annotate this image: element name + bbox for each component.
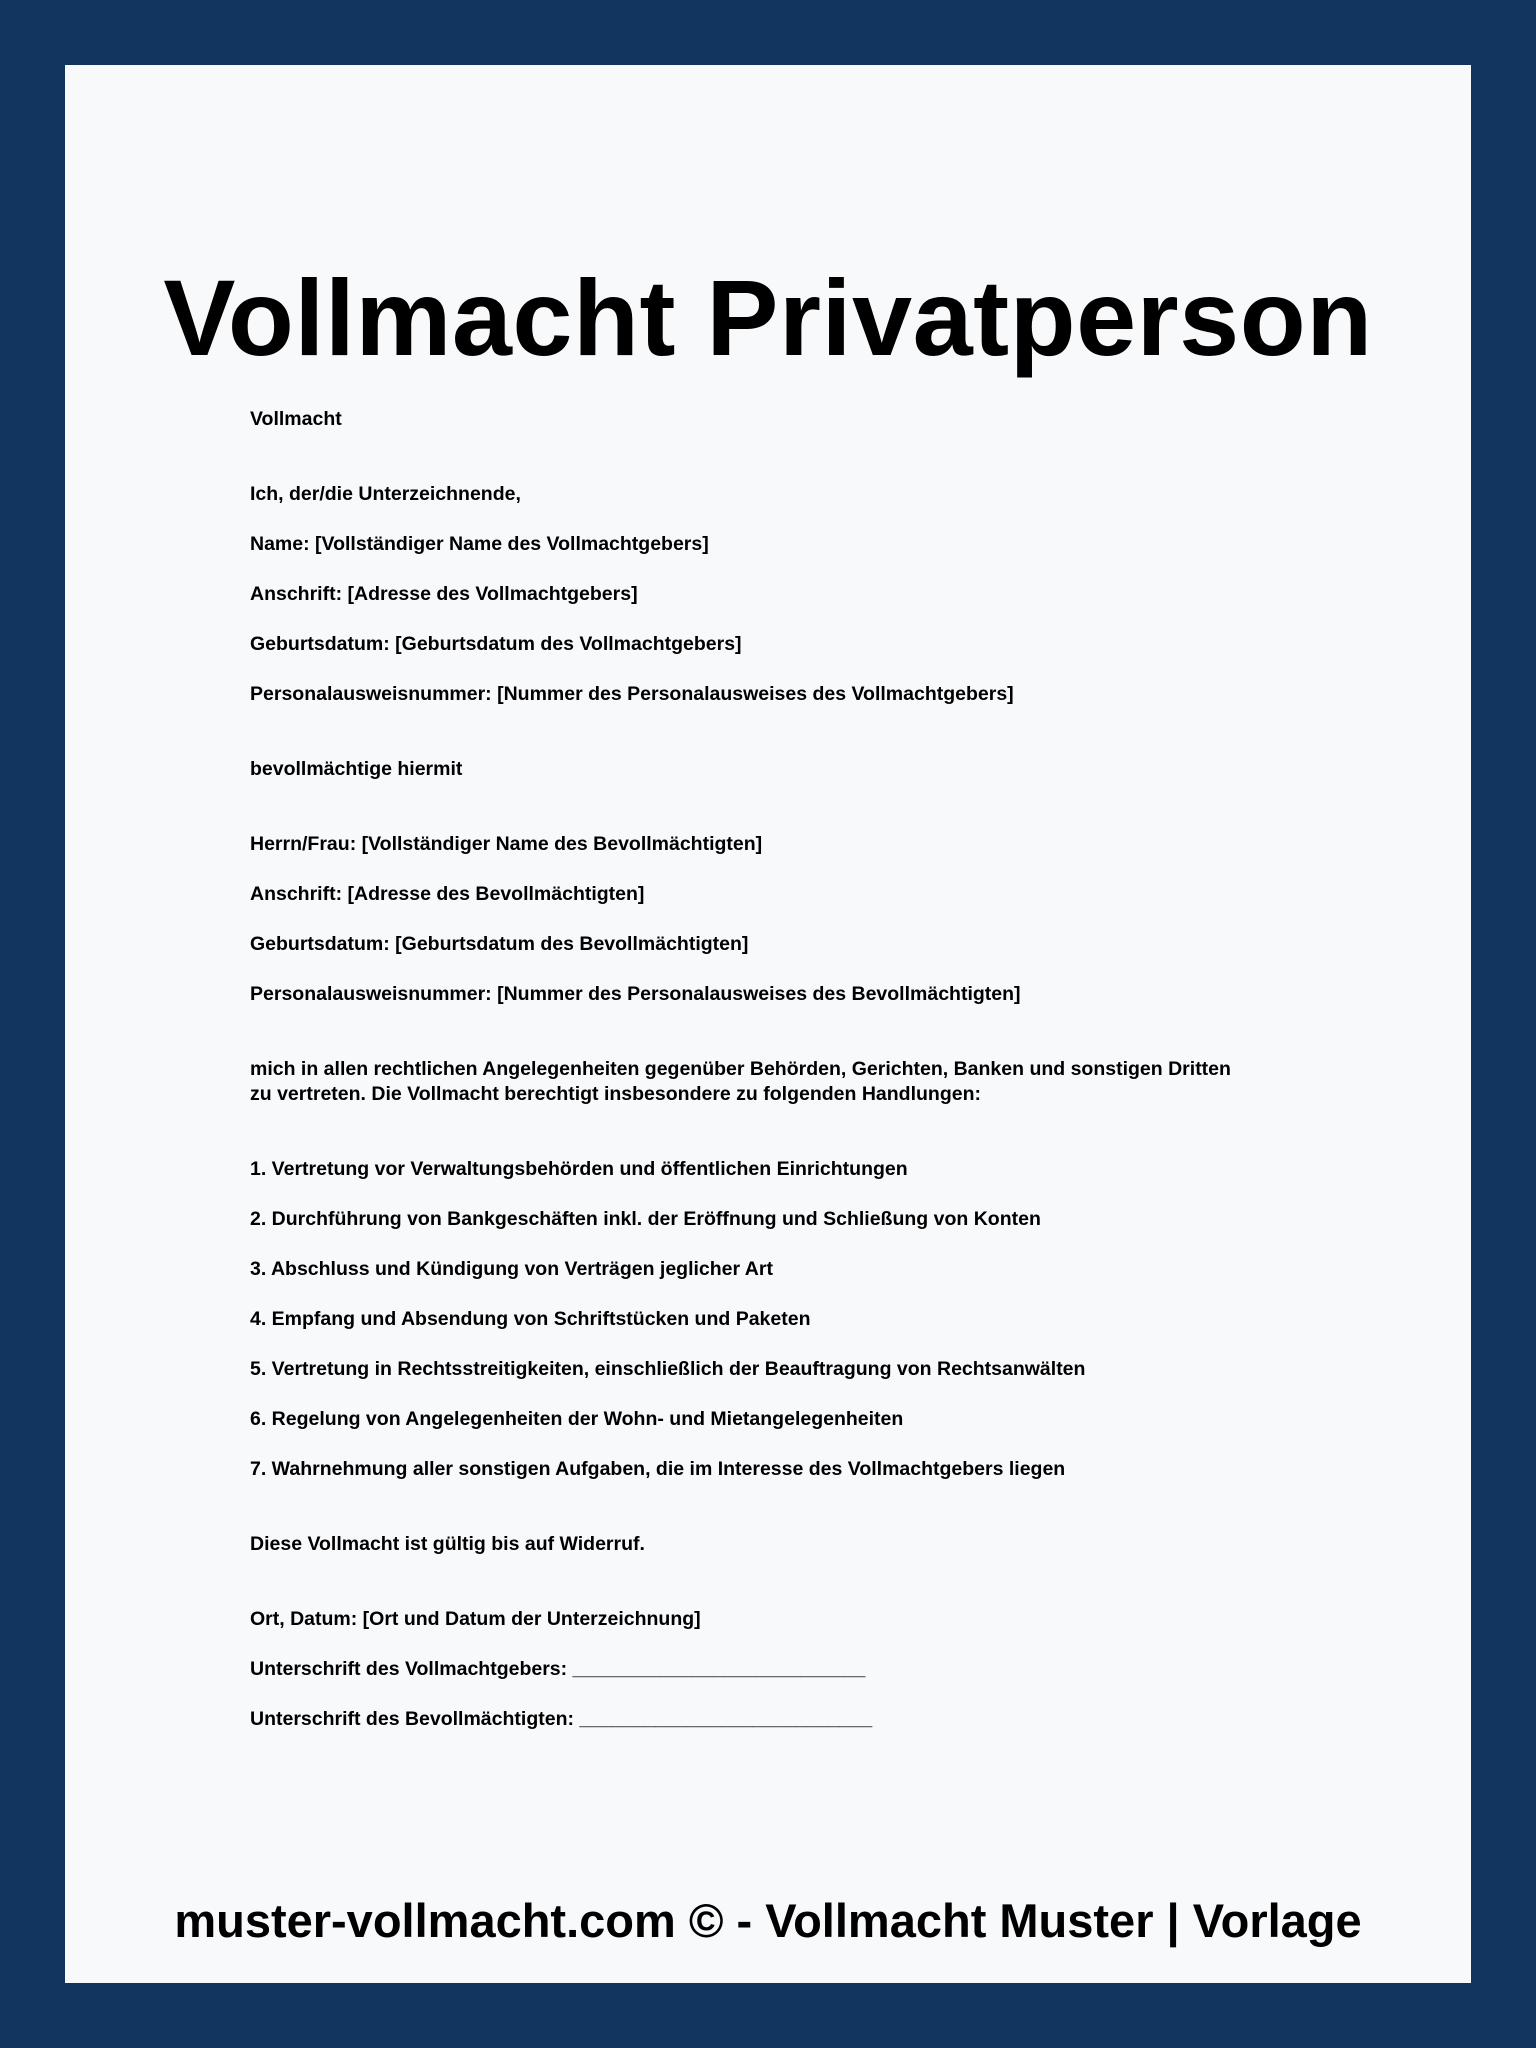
letter-heading: Vollmacht bbox=[250, 408, 342, 430]
action-item: 4. Empfang und Absendung von Schriftstücken und Paketen bbox=[250, 1308, 811, 1330]
scope-line-2: zu vertreten. Die Vollmacht berechtigt insbesondere zu folgenden Handlungen: bbox=[250, 1083, 981, 1105]
action-item: 7. Wahrnehmung aller sonstigen Aufgaben, die im Interesse des Vollmachtgebers liegen bbox=[250, 1458, 1066, 1480]
place-date-line: Ort, Datum: [Ort und Datum der Unterzeichnung] bbox=[250, 1608, 701, 1630]
scope-line-1: mich in allen rechtlichen Angelegenheiten gegenüber Behörden, Gerichten, Banken und sonstigen Dritten bbox=[250, 1058, 1231, 1080]
action-item: 2. Durchführung von Bankgeschäften inkl. der Eröffnung und Schließung von Konten bbox=[250, 1208, 1041, 1230]
intro-line: Ich, der/die Unterzeichnende, bbox=[250, 483, 521, 505]
footer-caption: muster-vollmacht.com © - Vollmacht Muster | Vorlage bbox=[174, 1894, 1362, 1947]
agent-birthdate: Geburtsdatum: [Geburtsdatum des Bevollmächtigten] bbox=[250, 933, 749, 955]
agent-id-number: Personalausweisnummer: [Nummer des Personalausweises des Bevollmächtigten] bbox=[250, 983, 1021, 1005]
document-page bbox=[65, 65, 1471, 1983]
action-item: 3. Abschluss und Kündigung von Verträgen jeglicher Art bbox=[250, 1258, 773, 1280]
signature-grantor-line: Unterschrift des Vollmachtgebers: ___________________________ bbox=[250, 1658, 866, 1680]
signature-agent-line: Unterschrift des Bevollmächtigten: ___________________________ bbox=[250, 1708, 873, 1730]
action-item: 5. Vertretung in Rechtsstreitigkeiten, einschließlich der Beauftragung von Rechtsanwälten bbox=[250, 1358, 1086, 1380]
action-item: 1. Vertretung vor Verwaltungsbehörden und öffentlichen Einrichtungen bbox=[250, 1158, 908, 1180]
grantor-name: Name: [Vollständiger Name des Vollmachtgebers] bbox=[250, 533, 709, 555]
document-title: Vollmacht Privatperson bbox=[163, 257, 1373, 378]
action-item: 6. Regelung von Angelegenheiten der Wohn- und Mietangelegenheiten bbox=[250, 1408, 904, 1430]
authorize-line: bevollmächtige hiermit bbox=[250, 758, 463, 780]
agent-name: Herrn/Frau: [Vollständiger Name des Bevollmächtigten] bbox=[250, 833, 763, 855]
grantor-birthdate: Geburtsdatum: [Geburtsdatum des Vollmachtgebers] bbox=[250, 633, 742, 655]
validity-line: Diese Vollmacht ist gültig bis auf Widerruf. bbox=[250, 1533, 645, 1555]
grantor-address: Anschrift: [Adresse des Vollmachtgebers] bbox=[250, 583, 638, 605]
grantor-id-number: Personalausweisnummer: [Nummer des Personalausweises des Vollmachtgebers] bbox=[250, 683, 1014, 705]
agent-address: Anschrift: [Adresse des Bevollmächtigten] bbox=[250, 883, 645, 905]
